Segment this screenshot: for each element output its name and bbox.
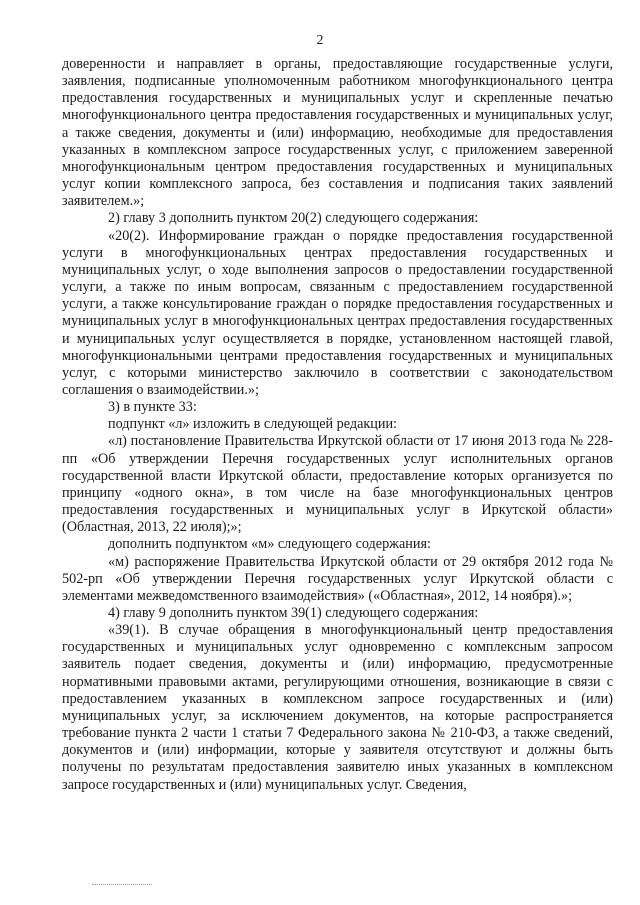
- paragraph-subpoint-l-intro: подпункт «л» изложить в следующей редакции:: [108, 416, 398, 433]
- paragraph-item-4: 4) главу 9 дополнить пунктом 39(1) следующего содержания:: [108, 605, 479, 621]
- page-number: 2: [316, 33, 324, 48]
- paragraph-subpoint-m: «м) распоряжение Правительства Иркутской области от 29 октября 2012 года № 502-рп «Об утверждении Перечня государственных услуг Иркутской области с элементами межведомственного взаимодействия» («Областная», 2012, 14 ноября).»;: [62, 553, 613, 604]
- document-body: [62, 56, 613, 794]
- paragraph-continuation: доверенности и направляет в органы, предоставляющие государственные услуги, заявления, подписанные уполномоченным работником многофункционального центра предоставления государственных и муниципальных услуг и скрепленные печатью многофункционального центра предоставления государственных и муниципальных услуг, а также сведения, документы и (или) информацию, необходимые для предоставления указанных в комплексном запросе государственных услуг, с приложением заверенной многофункциональным центром предоставления государственных и муниципальных услуг копии комплексного запроса, без составления и подписания таких заявлений заявителем.»;: [62, 56, 613, 210]
- paragraph-item-3: 3) в пункте 33:: [108, 399, 197, 416]
- paragraph-quote-20-2: «20(2). Информирование граждан о порядке предоставления государственной услуги в многофункциональных центрах предоставления государственных и муниципальных услуг, о ходе выполнения запросов о предоставлении государственной услуги, а также по иным вопросам, связанным с предоставлением государственной услуги, а также консультирование граждан о порядке предоставления государственных и муниципальных услуг в многофункциональных центрах предоставления государственных и муниципальных услуг осуществляется в порядке, установленном настоящей главой, многофункциональными центрами предоставления государственных и муниципальных услуг, с которыми министерство заключило в соответствии с законодательством соглашения о взаимодействии.»;: [62, 227, 613, 398]
- paragraph-quote-39-1: «39(1). В случае обращения в многофункциональный центр предоставления государственных и муниципальных услуг одновременно с комплексным запросом заявитель подает сведения, документы и (или) информацию, предусмотренные нормативными правовыми актами, регулирующими отношения, возникающие в связи с предоставлением указанных в комплексном запросе государственных и (или) муниципальных услуг, за исключением документов, на которые распространяется требование пункта 2 части 1 статьи 7 Федерального закона № 210-ФЗ, а также сведений, документов и (или) информации, которые у заявителя отсутствуют и должны быть получены по результатам предоставления заявителю иных указанных в комплексном запросе государственных и (или) муниципальных услуг. Сведения,: [62, 622, 613, 793]
- paragraph-item-2: 2) главу 3 дополнить пунктом 20(2) следующего содержания:: [108, 210, 479, 227]
- paragraph-subpoint-m-intro: дополнить подпунктом «м» следующего содержания:: [108, 536, 431, 553]
- paragraph-subpoint-l: «л) постановление Правительства Иркутской области от 17 июня 2013 года № 228-пп «Об утверждении Перечня государственных услуг исполнительных органов государственной власти Иркутской области, предоставление которых организуется по принципу «одного окна», в том числе на базе многофункциональных центров предоставления государственных и муниципальных услуг в Иркутской области» (Областная, 2013, 22 июля);»;: [62, 433, 613, 536]
- footer-scan-mark: [92, 884, 152, 886]
